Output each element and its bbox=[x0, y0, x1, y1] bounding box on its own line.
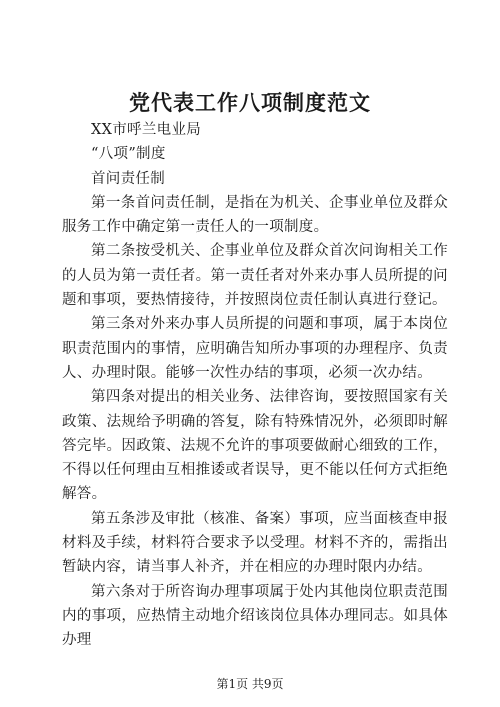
paragraph-article-6: 第六条对于所咨询办理事项属于处内其他岗位职责范围内的事项，应热情主动地介绍该岗位具体办理同志。如具体办理 bbox=[62, 583, 448, 649]
paragraph-article-1: 第一条首问责任制，是指在为机关、企事业单位及群众服务工作中确定第一责任人的一项制度。 bbox=[62, 194, 448, 236]
document-title: 党代表工作八项制度范文 bbox=[129, 90, 371, 115]
document-body bbox=[62, 118, 448, 653]
page-number-footer: 第1页 共9页 bbox=[216, 677, 284, 691]
paragraph-section-heading: 首问责任制 bbox=[91, 170, 165, 187]
paragraph-system-heading: “八项”制度 bbox=[91, 146, 166, 163]
paragraph-article-2: 第二条按受机关、企事业单位及群众首次问询相关工作的人员为第一责任者。第一责任者对外来办事人员所提的问题和事项，要热情接待，并按照岗位责任制认真进行登记。 bbox=[62, 243, 448, 309]
paragraph-article-3: 第三条对外来办事人员所提的问题和事项，属于本岗位职责范围内的事情，应明确告知所办事项的办理程序、负责人、办理时限。能够一次性办结的事项，必须一次办结。 bbox=[62, 316, 448, 381]
paragraph-article-4: 第四条对提出的相关业务、法律咨询，要按照国家有关政策、法规给予明确的答复，除有特殊情况外，必须即时解答完毕。因政策、法规不允许的事项要做耐心细致的工作，不得以任何理由互相推诿或者误导，更不能以任何方式拒绝解答。 bbox=[62, 389, 448, 503]
paragraph-organization: XX市呼兰电业局 bbox=[91, 122, 202, 138]
paragraph-article-5: 第五条涉及审批（核准、备案）事项，应当面核查申报材料及手续，材料符合要求予以受理。材料不齐的，需指出暂缺内容，请当事人补齐，并在相应的办理时限内办结。 bbox=[62, 510, 448, 576]
